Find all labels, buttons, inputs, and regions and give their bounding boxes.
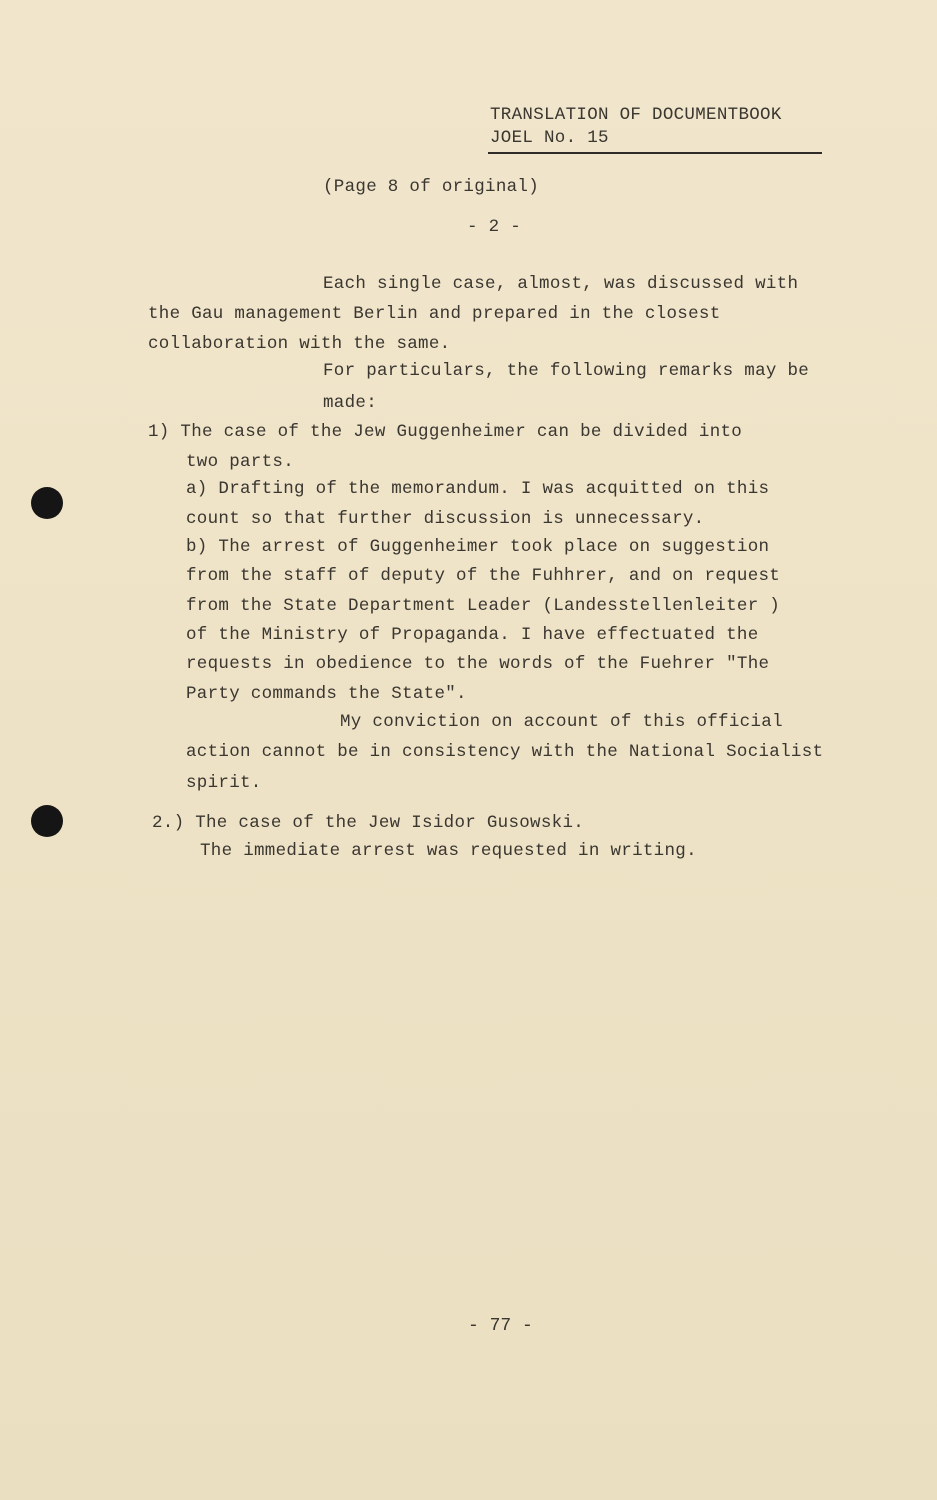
particulars-line-2: made: xyxy=(323,393,378,413)
header-title: TRANSLATION OF DOCUMENTBOOK xyxy=(490,105,782,125)
item-1b-line-6: Party commands the State". xyxy=(186,684,467,704)
item-1b-line-5: requests in obedience to the words of the Fuehrer "The xyxy=(186,654,770,674)
item-2-heading: 2.) The case of the Jew Isidor Gusowski. xyxy=(152,813,585,833)
item-1a-line-1: a) Drafting of the memorandum. I was acquitted on this xyxy=(186,479,770,499)
item-1b-line-2: from the staff of deputy of the Fuhhrer, and on request xyxy=(186,566,781,586)
page-reference: (Page 8 of original) xyxy=(323,177,540,197)
item-1-heading-line-2: two parts. xyxy=(186,452,295,472)
header-subtitle: JOEL No. 15 xyxy=(490,128,609,148)
header-underline xyxy=(488,152,822,154)
punch-hole-top xyxy=(31,487,63,519)
conviction-line-3: spirit. xyxy=(186,773,262,793)
item-1b-line-3: from the State Department Leader (Landesstellenleiter ) xyxy=(186,596,781,616)
conviction-line-2: action cannot be in consistency with the National Socialist xyxy=(186,742,824,762)
item-2-text: The immediate arrest was requested in writing. xyxy=(200,841,697,861)
intro-line-2: the Gau management Berlin and prepared in the closest xyxy=(148,304,721,324)
intro-line-1: Each single case, almost, was discussed with xyxy=(323,274,799,294)
conviction-line-1: My conviction on account of this official xyxy=(340,712,783,732)
inner-page-number: - 2 - xyxy=(467,217,522,237)
particulars-line-1: For particulars, the following remarks may be xyxy=(323,361,810,381)
item-1-heading-line-1: 1) The case of the Jew Guggenheimer can be divided into xyxy=(148,422,743,442)
punch-hole-bottom xyxy=(31,805,63,837)
intro-line-3: collaboration with the same. xyxy=(148,334,451,354)
item-1a-line-2: count so that further discussion is unnecessary. xyxy=(186,509,705,529)
item-1b-line-1: b) The arrest of Guggenheimer took place on suggestion xyxy=(186,537,770,557)
item-1b-line-4: of the Ministry of Propaganda. I have effectuated the xyxy=(186,625,759,645)
footer-page-number: - 77 - xyxy=(468,1316,533,1336)
